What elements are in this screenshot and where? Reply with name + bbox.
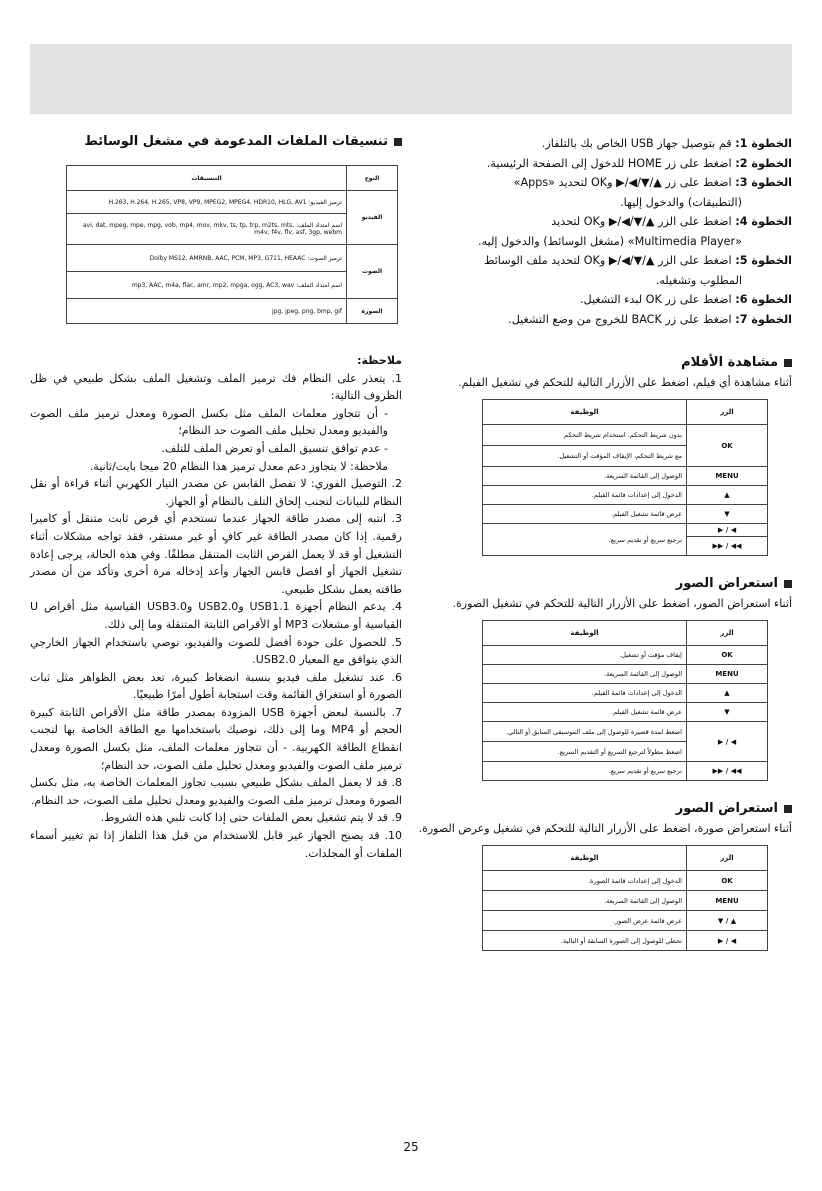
- function-cell: الدخول إلى إعدادات قائمة الفيلم.: [483, 486, 687, 505]
- col-function-header: الوظيفة: [483, 400, 687, 425]
- note-item: 8. قد لا يعمل الملف بشكل طبيعي بسبب تجاوز المعلمات الخاصة به، مثل بكسل الصورة ومعدل ترميز ملف الصوت والفيديو ومعدل تحليل ملف الصوت، حد النظام.: [30, 776, 402, 807]
- key-down: ▼: [687, 505, 768, 524]
- left-column: [30, 134, 402, 862]
- function-cell: عرض قائمة تشغيل الفيلم.: [483, 505, 687, 524]
- photo-heading-2: استعراض الصور: [418, 801, 792, 816]
- key-menu: MENU: [687, 467, 768, 486]
- col-key-header: الزر: [687, 846, 768, 871]
- function-cell: الوصول إلى القائمة السريعة.: [483, 891, 687, 911]
- header-banner: [30, 44, 792, 114]
- function-cell: إيقاف مؤقت أو تشغيل.: [483, 646, 687, 665]
- photo-section-1: [418, 576, 792, 781]
- steps-list: [418, 134, 792, 329]
- col-type-header: النوع: [347, 166, 398, 191]
- step-1: الخطوة 1: قم بتوصيل جهاز USB الخاص بك بالتلفاز.: [541, 137, 792, 150]
- step-7: الخطوة 7: اضغط على زر BACK للخروج من وضع التشغيل.: [508, 312, 792, 326]
- note-item: - عدم توافق تنسيق الملف أو تعرض الملف للتلف.: [161, 441, 388, 455]
- function-cell: الدخول إلى إعدادات قائمة الصورة.: [483, 871, 687, 891]
- function-cell: عرض قائمة عرض الصور.: [483, 911, 687, 931]
- col-key-header: الزر: [687, 621, 768, 646]
- type-video: الفيديو: [347, 191, 398, 245]
- formats-heading: تنسيقات الملفات المدعومة في مشغل الوسائط: [30, 134, 402, 149]
- key-up: ▲: [687, 684, 768, 703]
- key-ok: OK: [687, 871, 768, 891]
- video-ext-cell: اسم امتداد الملف: avi, dat, mpeg, mpe, mpg, vob, mp4, mov, mkv, ts, tp, trp, m2ts, mts, m4v, f4v, flv, asf, 3gp, webm: [67, 214, 347, 245]
- photo-intro-1: أثناء استعراض الصور، اضغط على الأزرار التالية للتحكم في تشغيل الصورة.: [452, 597, 792, 610]
- col-function-header: الوظيفة: [483, 621, 687, 646]
- notes-title: ملاحظة:: [357, 354, 402, 367]
- right-column: [418, 134, 792, 951]
- note-item: 5. للحصول على جودة أفضل للصوت والفيديو، نوصي باستخدام الجهاز الخارجي الذي يتوافق مع المعيار USB2.0.: [30, 635, 402, 667]
- function-cell: ترجيع سريع أو تقديم سريع.: [483, 524, 687, 556]
- step-4: الخطوة 4: اضغط على الزر ▲/▼/◀/▶ وOK لتحديد «Multimedia Player» (مشغل الوسائط) والدخول إليه.: [478, 215, 792, 248]
- type-audio: الصوت: [347, 245, 398, 299]
- function-cell: الدخول إلى إعدادات قائمة الفيلم.: [483, 684, 687, 703]
- bullet-square-icon: [784, 359, 792, 367]
- type-image: الصورة: [347, 299, 398, 324]
- function-cell: اضغط مطولاً لترجيع السريع أو التقديم السريع.: [483, 742, 687, 762]
- bullet-square-icon: [394, 138, 402, 146]
- key-up: ▲: [687, 486, 768, 505]
- key-menu: MENU: [687, 891, 768, 911]
- photo-intro-2: أثناء استعراض صورة، اضغط على الأزرار التالية للتحكم في تشغيل وعرض الصورة.: [418, 822, 792, 835]
- movie-section: [418, 355, 792, 556]
- note-item: - أن تتجاوز معلمات الملف مثل بكسل الصورة ومعدل ترميز ملف الصوت والفيديو ومعدل تحليل ملف الصوت حد النظام؛: [30, 406, 388, 438]
- bullet-square-icon: [784, 805, 792, 813]
- key-menu: MENU: [687, 665, 768, 684]
- note-item: 3. انتبه إلى مصدر طاقة الجهاز عندما تستخدم أي قرص ثابت متنقل أو كاميرا رقمية. إذا كان مصدر الطاقة غير كافٍ أو غير مستقر، فقد تواجه مشكلات أثناء التشغيل أو قد لا يعمل القرص الثابت المتنقل مطلقًا. وفي هذه الحالة، يرجى إعادة تشغيل الجهاز أو افصل قابس الجهاز وأعد إدخاله مرة أخرى وتأكد من أن مصدر طاقته يعمل بشكل طبيعي.: [30, 512, 402, 596]
- note-item: 9. قد لا يتم تشغيل بعض الملفات حتى إذا كانت تلبي هذه الشروط.: [100, 811, 402, 825]
- key-ok: OK: [687, 646, 768, 665]
- step-2: الخطوة 2: اضغط على زر HOME للدخول إلى الصفحة الرئيسية.: [486, 156, 792, 170]
- note-item: ملاحظة: لا يتجاوز دعم معدل ترميز هذا النظام 20 ميجا بايت/ثانية.: [89, 459, 388, 473]
- col-formats-header: التنسيقات: [67, 166, 347, 191]
- key-rewind-forward: ◀◀ / ▶▶: [687, 537, 768, 556]
- movie-heading: مشاهدة الأفلام: [418, 355, 792, 370]
- note-item: 7. بالنسبة لبعض أجهزة USB المزودة بمصدر طاقة مثل الأقراص الثابتة كبيرة الحجم أو MP4 وما إلى ذلك، نوصيك باستخدامها مع الطاقة الخاصة بها لتجنب انقطاع الطاقة الكهربية. - أن تتجاوز معلمات الملف، مثل بكسل الصورة ومعدل ترميز ملف الصوت والفيديو ومعدل تحليل ملف الصوت، حد النظام؛: [30, 705, 403, 772]
- key-down: ▼: [687, 703, 768, 722]
- key-left-right: ◀ / ▶: [687, 931, 768, 951]
- photo-controls-table-2: [482, 845, 768, 951]
- photo-controls-table-1: [482, 620, 768, 781]
- video-codec-cell: ترميز الفيديو: H.263, H.264, H.265, VP8, VP9, MPEG2, MPEG4, HDR10, HLG, AV1: [67, 191, 347, 214]
- bullet-square-icon: [784, 580, 792, 588]
- step-5: الخطوة 5: اضغط على الزر ▲/▼/◀/▶ وOK لتحديد ملف الوسائط المطلوب وتشغيله.: [484, 254, 792, 287]
- audio-codec-cell: ترميز الصوت: Dolby MS12, AMRNB, AAC, PCM, MP3, G711, HEAAC: [67, 245, 347, 272]
- function-cell: الوصول إلى القائمة السريعة.: [483, 467, 687, 486]
- function-cell: تخطي للوصول إلى الصورة السابقة أو التالية.: [483, 931, 687, 951]
- function-cell: عرض قائمة تشغيل الفيلم.: [483, 703, 687, 722]
- function-cell: الوصول إلى القائمة السريعة.: [483, 665, 687, 684]
- notes-section: [30, 352, 402, 862]
- col-key-header: الزر: [687, 400, 768, 425]
- movie-controls-table: [482, 399, 768, 556]
- function-cell: ترجيع سريع أو تقديم سريع.: [483, 762, 687, 781]
- function-cell: اضغط لمدة قصيرة للوصول إلى ملف الموسيقى السابق أو التالي.: [483, 722, 687, 742]
- key-left-right: ◀ / ▶: [687, 722, 768, 762]
- note-item: 1. يتعذر على النظام فك ترميز الملف وتشغيل الملف بشكل طبيعي في ظل الظروف التالية:: [30, 371, 402, 403]
- col-function-header: الوظيفة: [483, 846, 687, 871]
- note-item: 4. يدعم النظام أجهزة USB1.1 وUSB2.0 وUSB3.0 القياسية مثل أقراص U القياسية أو مشغلات MP3 أو الأقراص الثابتة المتنقلة وما إلى ذلك.: [30, 600, 403, 631]
- movie-intro: أثناء مشاهدة أي فيلم، اضغط على الأزرار التالية للتحكم في تشغيل الفيلم.: [458, 376, 792, 389]
- page-number: 25: [403, 1140, 419, 1154]
- function-cell: بدون شريط التحكم، استخدام شريط التحكم: [483, 425, 687, 446]
- key-up-down: ▲ / ▼: [687, 911, 768, 931]
- note-item: 10. قد يصبح الجهاز غير قابل للاستخدام من قبل هذا التلفاز إذا تم تغيير أسماء الملفات أو المجلدات.: [30, 829, 402, 860]
- formats-table: [66, 165, 398, 324]
- key-left-right: ◀ / ▶: [687, 524, 768, 537]
- image-ext-cell: jpg, jpeg, png, bmp, gif: [67, 299, 347, 324]
- step-6: الخطوة 6: اضغط على زر OK لبدء التشغيل.: [579, 293, 792, 306]
- step-3: الخطوة 3: اضغط على زر ▲/▼/◀/▶ وOK لتحديد «Apps» (التطبيقات) والدخول إليها.: [513, 176, 792, 209]
- audio-ext-cell: اسم امتداد الملف: mp3, AAC, m4a, flac, amr, mp2, mpga, ogg, AC3, wav: [67, 272, 347, 299]
- note-item: 2. التوصيل الفوري: لا تفصل القابس عن مصدر التيار الكهربي أثناء قراءة أو نقل النظام للبيانات لتجنب إلحاق التلف بالنظام أو الجهاز.: [30, 477, 402, 508]
- key-ok: OK: [687, 425, 768, 467]
- note-item: 6. عند تشغيل ملف فيديو بنسبة انضغاط كبيرة، تعد بعض الظواهر مثل ثبات الصورة أو استغراق القائمة وقت استجابة أطول أمرًا طبيعيًا.: [30, 670, 402, 702]
- function-cell: مع شريط التحكم، الإيقاف المؤقت أو التشغيل.: [483, 446, 687, 467]
- photo-heading-1: استعراض الصور: [418, 576, 792, 591]
- photo-section-2: [418, 801, 792, 951]
- key-rewind-forward: ◀◀ / ▶▶: [687, 762, 768, 781]
